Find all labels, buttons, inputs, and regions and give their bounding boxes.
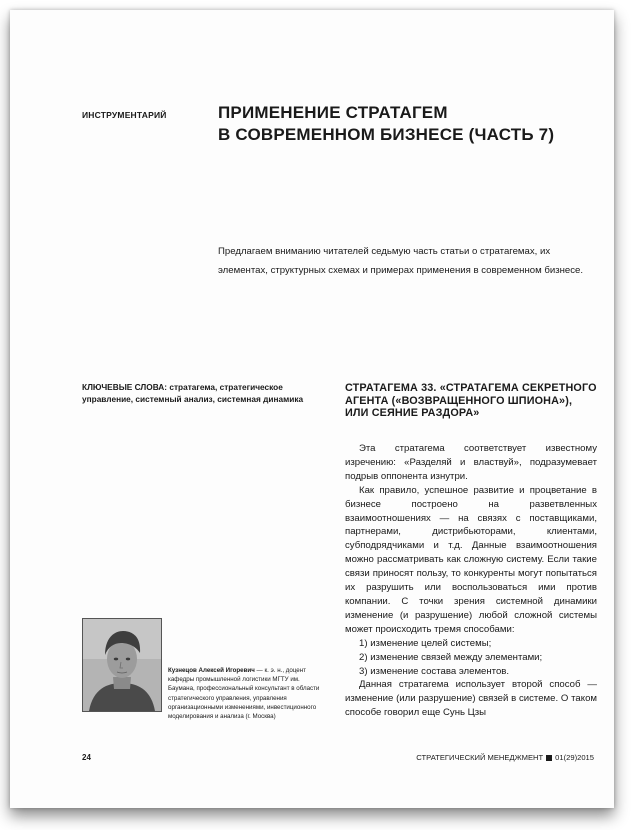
article-body: [345, 442, 597, 720]
stratagem-heading-line-1: СТРАТАГЕМА 33. «СТРАТАГЕМА СЕКРЕТНОГО: [345, 382, 597, 394]
list-item-1: 1) изменение целей системы;: [359, 637, 492, 649]
author-portrait-image: [83, 619, 161, 711]
author-photo: [82, 618, 162, 712]
author-name: Кузнецов Алексей Игоревич: [168, 667, 255, 674]
keywords-label: КЛЮЧЕВЫЕ СЛОВА:: [82, 382, 168, 392]
keywords-text: стратагема, стратегическое управление, системный анализ, системная динамика: [82, 382, 304, 404]
section-label: ИНСТРУМЕНТАРИЙ: [82, 110, 167, 120]
journal-issue: 01(29)2015: [555, 753, 594, 762]
body-paragraph-1: Эта стратагема соответствует известному изречению: «Разделяй и властвуй», подразумевает подрыв оппонента изнутри.: [345, 443, 597, 482]
keywords-block: [82, 382, 317, 405]
title-line-1: ПРИМЕНЕНИЕ СТРАТАГЕМ: [218, 103, 448, 122]
body-paragraph-3: Данная стратагема использует второй способ — изменение (или разрушение) связей в системе. О таком способе говорил еще Сунь Цзы: [345, 679, 597, 719]
list-item-3: 3) изменение состава элементов.: [359, 665, 510, 677]
journal-name: СТРАТЕГИЧЕСКИЙ МЕНЕДЖМЕНТ: [416, 753, 544, 762]
stratagem-heading-line-2: АГЕНТА («ВОЗВРАЩЕННОГО ШПИОНА»),: [345, 394, 573, 407]
title-line-2: В СОВРЕМЕННОМ БИЗНЕСЕ (ЧАСТЬ 7): [218, 125, 555, 144]
author-description: — к. э. н., доцент кафедры промышленной логистики МГТУ им. Баумана, профессиональный консультант в области стратегического управления, управления организационными изменениями, инвестиционного моделирования и анализа (г. Москва): [168, 667, 320, 721]
author-bio: [168, 666, 323, 721]
article-title: [218, 102, 598, 146]
body-paragraph-2: Как правило, успешное развитие и процветание в бизнесе построено на разветвленных взаимоотношениях — на связях с поставщиками, партнерами, дистрибьюторами, клиентами, субподрядчиками и т.д. Данные взаимоотношения можно рассматривать как сложную систему. Если такие связи приносят пользу, то конкуренты могут попытаться их разрушить или воспользоваться ими против компании. С точки зрения системной динамики изменение (и разрушение) любой сложной системы может происходить тремя способами:: [345, 484, 597, 635]
list-item-2: 2) изменение связей между элементами;: [359, 651, 543, 663]
journal-footer: [416, 753, 594, 762]
square-separator-icon: [546, 755, 552, 761]
article-intro: Предлагаем вниманию читателей седьмую часть статьи о стратагемах, их элементах, структурных схемах и примерах применения в современном бизнесе.: [218, 246, 584, 276]
magazine-page: [10, 10, 614, 808]
stratagem-heading: [345, 382, 605, 420]
page-number: 24: [82, 753, 91, 762]
stratagem-heading-line-3: ИЛИ СЕЯНИЕ РАЗДОРА»: [345, 407, 480, 419]
